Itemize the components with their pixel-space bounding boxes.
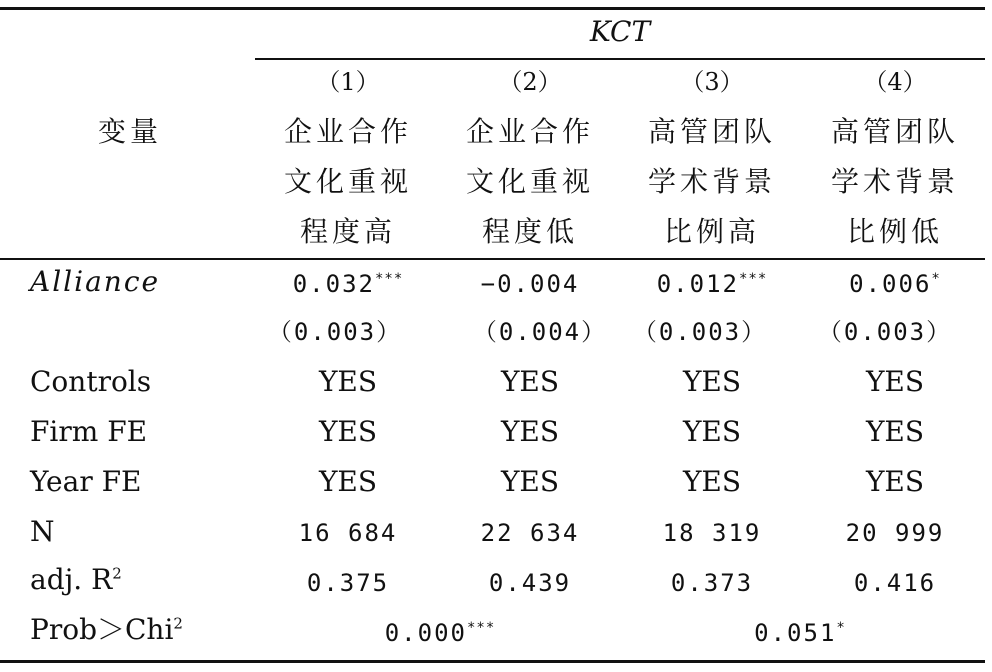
column-number: （1）: [316, 68, 380, 96]
column-title-line: 学术背景: [830, 165, 960, 198]
value-cell: 16 684: [298, 519, 398, 547]
variable-header: 变量: [97, 115, 163, 148]
value-cell: YES: [682, 365, 742, 398]
value-cell: YES: [500, 365, 560, 398]
bottom-rule: [0, 660, 985, 663]
column-title-line: 比例高: [663, 215, 761, 248]
kct-group-rule: [255, 58, 985, 60]
column-title-line: 文化重视: [465, 165, 595, 198]
value-cell: YES: [500, 415, 560, 448]
value-cell: YES: [682, 465, 742, 498]
coef-cell: 0.032***: [292, 270, 404, 298]
se-cell: （0.003）: [817, 318, 953, 346]
row-label-prob-chi2: Prob＞Chi$^2$: [30, 613, 183, 646]
row-label-controls: Controls: [30, 365, 152, 398]
value-cell: YES: [318, 365, 378, 398]
group-label: KCT: [589, 15, 651, 48]
row-label-firm-fe: Firm FE: [30, 415, 148, 448]
column-title-line: 企业合作: [465, 115, 595, 148]
column-title-line: 程度高: [299, 215, 397, 248]
value-cell: YES: [682, 415, 742, 448]
test-value-cell: 0.051*: [754, 619, 846, 647]
value-cell: YES: [318, 465, 378, 498]
value-cell: YES: [865, 465, 925, 498]
row-label-adj-r2: adj. $R^2$: [30, 563, 122, 596]
column-number: （3）: [680, 68, 744, 96]
value-cell: 0.375: [306, 569, 390, 597]
value-cell: 20 999: [845, 519, 945, 547]
value-cell: YES: [865, 415, 925, 448]
coef-cell: −0.004: [480, 270, 580, 298]
value-cell: 22 634: [480, 519, 580, 547]
value-cell: 18 319: [662, 519, 762, 547]
value-cell: YES: [318, 415, 378, 448]
se-cell: （0.003）: [267, 318, 403, 346]
coef-cell: 0.012***: [656, 270, 768, 298]
column-title-line: 文化重视: [283, 165, 413, 198]
value-cell: 0.373: [670, 569, 754, 597]
test-value-cell: 0.000***: [384, 619, 496, 647]
column-title-line: 高管团队: [830, 115, 960, 148]
column-title-line: 高管团队: [647, 115, 777, 148]
value-cell: 0.439: [488, 569, 572, 597]
column-number: （4）: [863, 68, 927, 96]
value-cell: YES: [500, 465, 560, 498]
se-cell: （0.004）: [472, 318, 608, 346]
column-title-line: 程度低: [481, 215, 579, 248]
column-title-line: 学术背景: [647, 165, 777, 198]
column-number: （2）: [498, 68, 562, 96]
coef-cell: 0.006*: [849, 270, 941, 298]
value-cell: YES: [865, 365, 925, 398]
header-rule: [0, 258, 985, 260]
row-label-alliance: Alliance: [30, 265, 161, 298]
row-label-year-fe: Year FE: [30, 465, 142, 498]
top-rule: [0, 7, 985, 10]
row-label-n: N: [30, 515, 55, 548]
column-title-line: 比例低: [846, 215, 944, 248]
column-title-line: 企业合作: [283, 115, 413, 148]
value-cell: 0.416: [853, 569, 937, 597]
se-cell: （0.003）: [632, 318, 768, 346]
